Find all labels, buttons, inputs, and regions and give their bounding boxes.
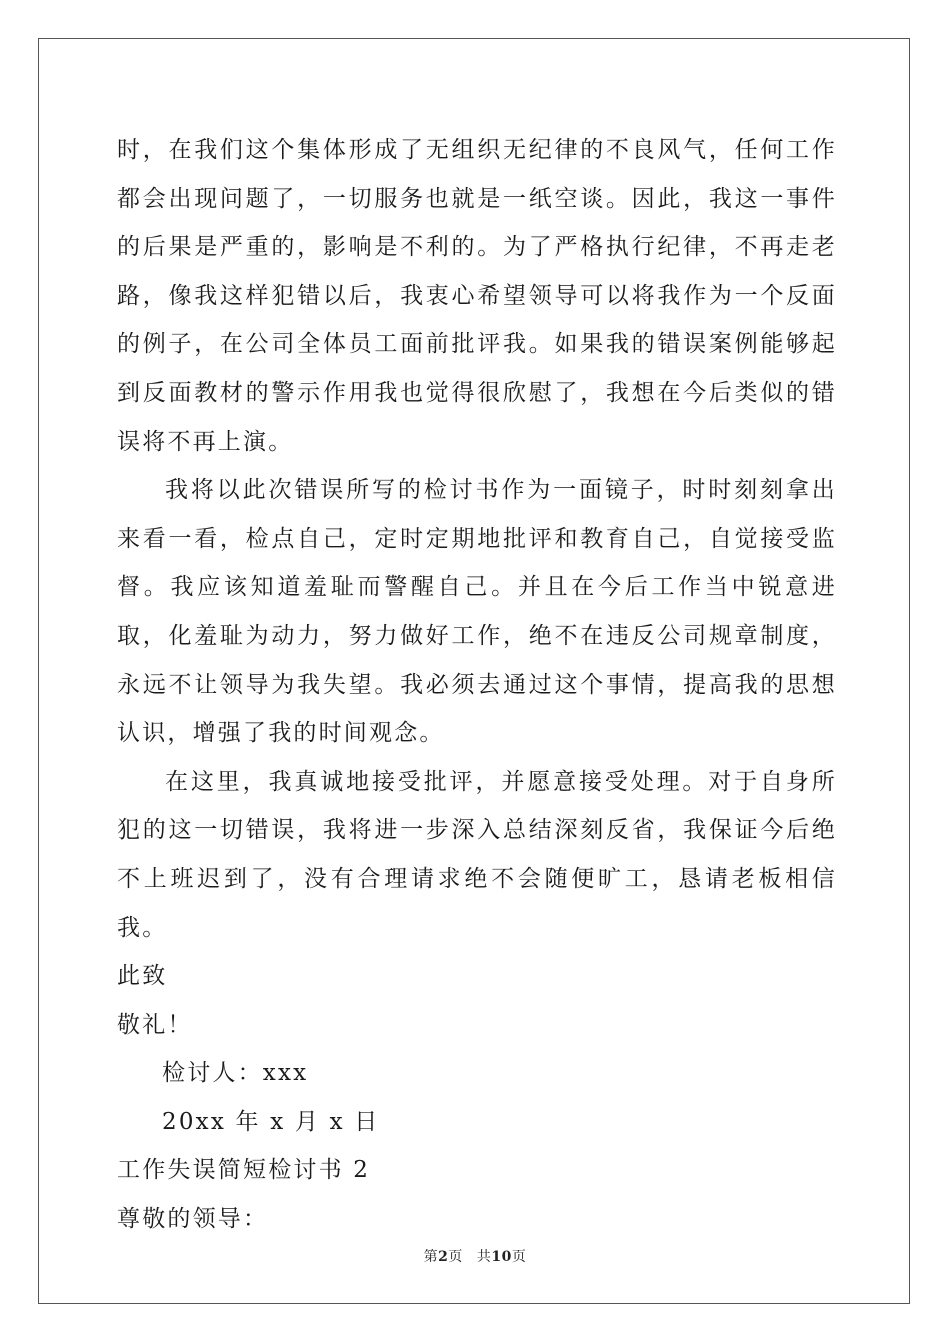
page-prefix: 第	[423, 1249, 439, 1265]
salutation: 尊敬的领导：	[117, 1206, 269, 1233]
body-paragraph: 我将以此次错误所写的检讨书作为一面镜子，时时刻刻拿出来看一看，检点自己，定时定期地批评和教育自己，自觉接受监督。我应该知道羞耻而警醒自己。并且在今后工作当中锐意进取，化羞耻为动力，努力做好工作，绝不在违反公司规章制度，永远不让领导为我失望。我必须去通过这个事情，提高我的思想认识，增强了我的时间观念。	[117, 477, 837, 747]
total-prefix: 共	[476, 1249, 492, 1265]
date-line: 20xx 年 x 月 x 日	[162, 1108, 380, 1135]
total-pages: 10	[491, 1249, 512, 1265]
total-suffix: 页	[511, 1249, 527, 1265]
body-paragraph: 在这里，我真诚地接受批评，并愿意接受处理。对于自身所犯的这一切错误，我将进一步深入总结深刻反省，我保证今后绝不上班迟到了，没有合理请求绝不会随便旷工，恳请老板相信我。	[117, 768, 837, 941]
signature-line: 检讨人：xxx	[162, 1060, 309, 1087]
page-suffix: 页	[448, 1249, 463, 1265]
closing-line: 此致	[117, 963, 168, 990]
body-paragraph: 时，在我们这个集体形成了无组织无纪律的不良风气，任何工作都会出现问题了，一切服务也就是一纸空谈。因此，我这一事件的后果是严重的，影响是不利的。为了严格执行纪律，不再走老路，像我这样犯错以后，我衷心希望领导可以将我作为一个反面的例子，在公司全体员工面前批评我。如果我的错误案例能够起到反面教材的警示作用我也觉得很欣慰了，我想在今后类似的错误将不再上演。	[117, 137, 837, 455]
section-title: 工作失误简短检讨书 2	[117, 1157, 371, 1184]
page-footer	[0, 1246, 950, 1266]
page-number: 2	[438, 1249, 449, 1265]
closing-salute: 敬礼！	[117, 1011, 193, 1038]
document-body	[117, 126, 837, 1244]
